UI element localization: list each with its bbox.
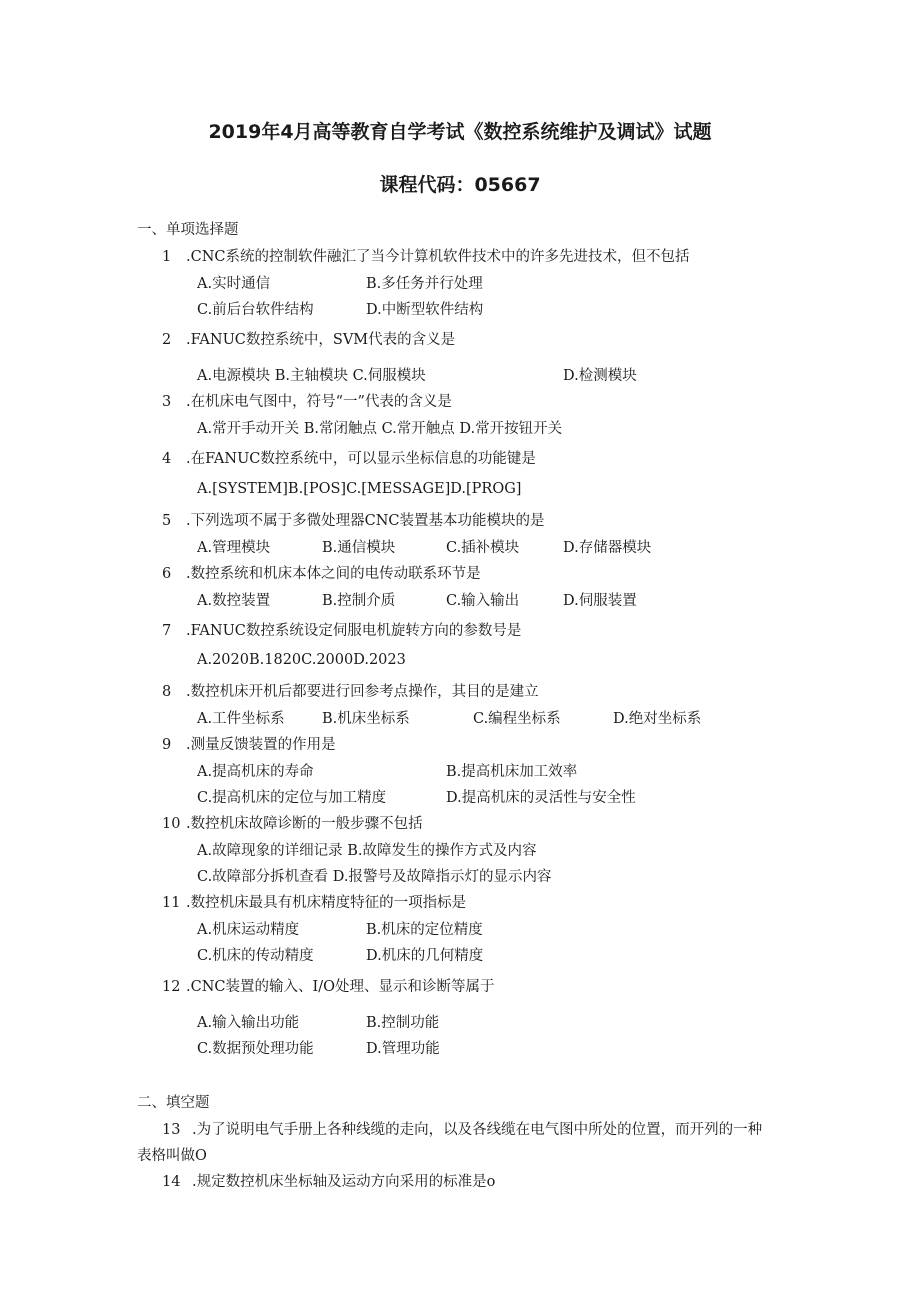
question-13: 13 .为了说明电气手册上各种线缆的走向，以及各线缆在电气图中所处的位置，而开列的一种 xyxy=(162,1122,763,1138)
q5-option-b: B.通信模块 xyxy=(322,540,396,556)
q5-option-a: A.管理模块 xyxy=(197,540,271,556)
q9-option-b: B.提高机床加工效率 xyxy=(446,764,578,780)
question-12: 12 .CNC装置的输入、I/O处理、显示和诊断等属于 xyxy=(162,979,495,995)
q6-option-a: A.数控装置 xyxy=(197,593,271,609)
q1-option-d: D.中断型软件结构 xyxy=(366,302,484,318)
question-3: 3 .在机床电气图中，符号“一”代表的含义是 xyxy=(162,394,452,410)
q7-options: A.2020B.1820C.2000D.2023 xyxy=(197,652,406,668)
question-11: 11 .数控机床最具有机床精度特征的一项指标是 xyxy=(162,895,467,911)
section-heading-single-choice: 一、单项选择题 xyxy=(137,222,239,238)
q8-option-d: D.绝对坐标系 xyxy=(613,711,702,727)
q9-option-c: C.提高机床的定位与加工精度 xyxy=(197,790,387,806)
q10-options-cd: C.故障部分拆机查看 D.报警号及故障指示灯的显示内容 xyxy=(197,869,552,885)
q12-option-b: B.控制功能 xyxy=(366,1015,440,1031)
q12-option-d: D.管理功能 xyxy=(366,1041,440,1057)
question-8: 8 .数控机床开机后都要进行回参考点操作，其目的是建立 xyxy=(162,684,539,700)
q6-option-c: C.输入输出 xyxy=(446,593,520,609)
question-4: 4 .在FANUC数控系统中，可以显示坐标信息的功能键是 xyxy=(162,451,536,467)
q12-option-c: C.数据预处理功能 xyxy=(197,1041,314,1057)
question-6: 6 .数控系统和机床本体之间的电传动联系环节是 xyxy=(162,566,481,582)
question-10: 10 .数控机床故障诊断的一般步骤不包括 xyxy=(162,816,423,832)
q8-option-a: A.工件坐标系 xyxy=(197,711,285,727)
question-7: 7 .FANUC数控系统设定伺服电机旋转方向的参数号是 xyxy=(162,623,522,639)
q11-option-d: D.机床的几何精度 xyxy=(366,948,484,964)
q6-option-b: B.控制介质 xyxy=(322,593,396,609)
question-13-continued: 表格叫做O xyxy=(137,1148,207,1164)
q11-option-a: A.机床运动精度 xyxy=(197,922,300,938)
q12-option-a: A.输入输出功能 xyxy=(197,1015,300,1031)
q10-options-ab: A.故障现象的详细记录 B.故障发生的操作方式及内容 xyxy=(197,843,537,859)
exam-title: 2019年4月高等教育自学考试《数控系统维护及调试》试题 xyxy=(208,121,712,143)
q11-option-c: C.机床的传动精度 xyxy=(197,948,314,964)
question-14: 14 .规定数控机床坐标轴及运动方向采用的标准是o xyxy=(162,1174,496,1190)
q2-options-abc: A.电源模块 B.主轴模块 C.伺服模块 xyxy=(197,368,426,384)
q11-option-b: B.机床的定位精度 xyxy=(366,922,483,938)
q5-option-d: D.存储器模块 xyxy=(563,540,652,556)
section-heading-fill-blank: 二、填空题 xyxy=(137,1095,210,1111)
question-5: 5 .下列选项不属于多微处理器CNC装置基本功能模块的是 xyxy=(162,513,545,529)
q1-option-b: B.多任务并行处理 xyxy=(366,276,483,292)
question-9: 9 .测量反馈装置的作用是 xyxy=(162,737,336,753)
q9-option-d: D.提高机床的灵活性与安全性 xyxy=(446,790,636,806)
q5-option-c: C.插补模块 xyxy=(446,540,520,556)
q6-option-d: D.伺服装置 xyxy=(563,593,637,609)
course-code: 课程代码：05667 xyxy=(379,174,541,196)
q9-option-a: A.提高机床的寿命 xyxy=(197,764,314,780)
q8-option-c: C.编程坐标系 xyxy=(473,711,561,727)
q1-option-c: C.前后台软件结构 xyxy=(197,302,314,318)
question-1: 1 .CNC系统的控制软件融汇了当今计算机软件技术中的许多先进技术，但不包括 xyxy=(162,249,690,265)
q8-option-b: B.机床坐标系 xyxy=(322,711,410,727)
q2-option-d: D.检测模块 xyxy=(563,368,637,384)
q4-options: A.[SYSTEM]B.[POS]C.[MESSAGE]D.[PROG] xyxy=(197,481,522,497)
q3-options: A.常开手动开关 B.常闭触点 C.常开触点 D.常开按钮开关 xyxy=(197,421,563,437)
q1-option-a: A.实时通信 xyxy=(197,276,271,292)
question-2: 2 .FANUC数控系统中，SVM代表的含义是 xyxy=(162,332,456,348)
